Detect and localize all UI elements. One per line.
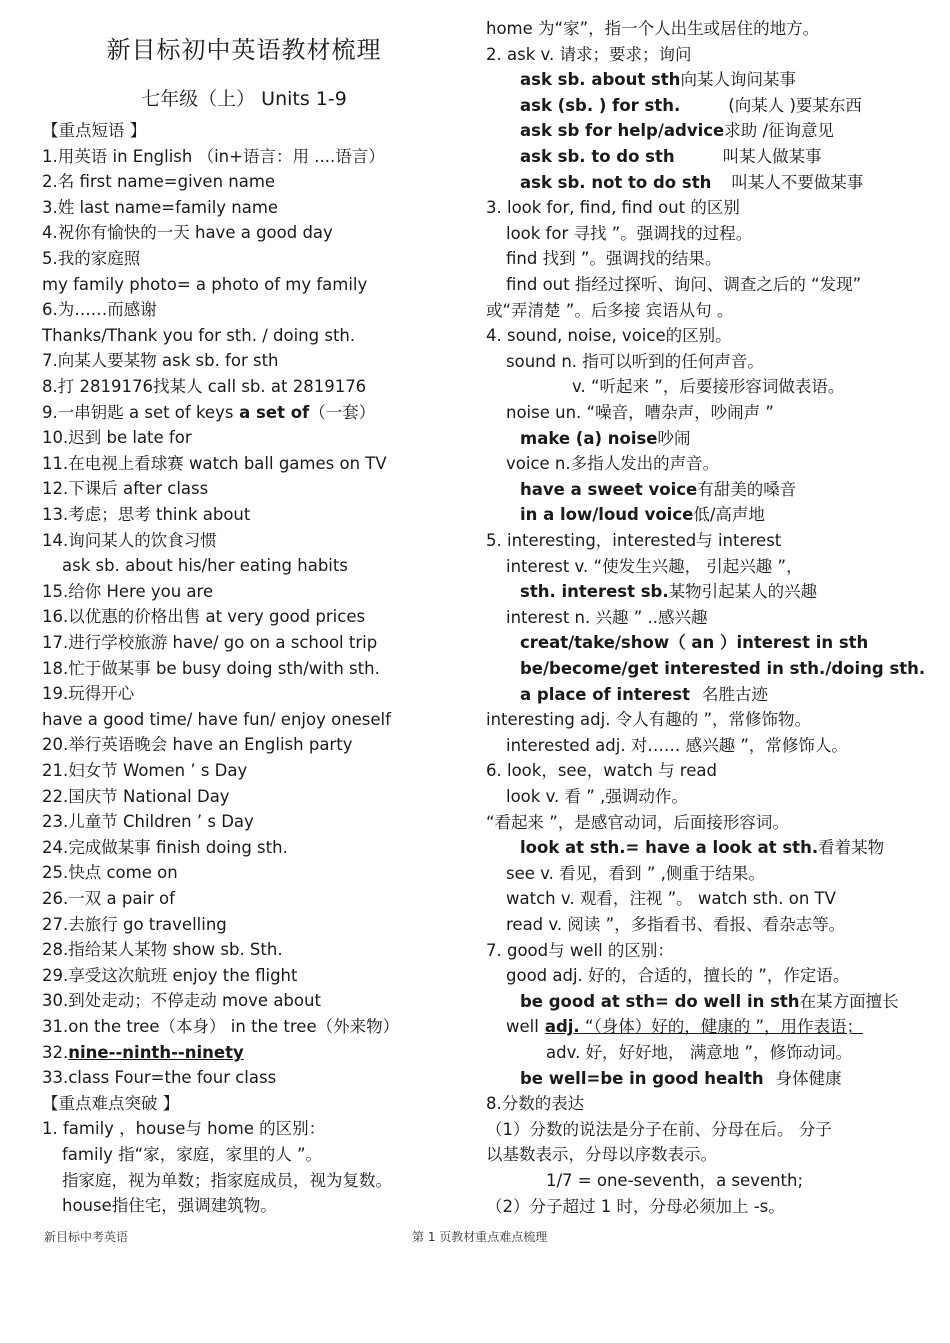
- note: （一套）: [309, 402, 376, 422]
- left-line: have a good time/ have fun/ enjoy oneself: [42, 709, 391, 729]
- right-line: see v. 看见，看到 ” ,侧重于结果。: [506, 863, 765, 883]
- left-line: house指住宅，强调建筑物。: [62, 1196, 277, 1216]
- right-line: 6. look，see，watch 与 read: [486, 761, 717, 781]
- left-line: 5.我的家庭照: [42, 249, 141, 268]
- left-line: 17.进行学校旅游 have/ go on a school trip: [42, 633, 378, 652]
- left-line: 1. family ，house与 home 的区别：: [42, 1119, 326, 1139]
- right-line: be/become/get interested in sth./doing sth.: [520, 659, 926, 678]
- right-line: ask (sb. ) for sth. (向某人 )要某东西: [520, 95, 862, 115]
- left-line: my family photo= a photo of my family: [42, 274, 368, 294]
- footer-center: 第 1 页教材重点难点梳理: [412, 1230, 548, 1244]
- left-line: 指家庭，视为单数；指家庭成员，视为复数。: [62, 1170, 392, 1190]
- right-line: voice n.多指人发出的声音。: [506, 454, 720, 474]
- chinese-gloss: (向某人 )要某东西: [728, 95, 862, 115]
- right-line: 4. sound, noise, voice的区别。: [486, 326, 732, 346]
- chinese-gloss: 向某人询问某事: [680, 70, 796, 90]
- left-line: 16.以优惠的价格出售 at very good prices: [42, 607, 366, 627]
- right-line: be good at sth= do well in sth在某方面擅长: [520, 991, 899, 1011]
- right-line: well adj. “（身体）好的，健康的 ”，用作表语；: [506, 1017, 864, 1037]
- left-line: 8.打 2819176找某人 call sb. at 2819176: [42, 377, 367, 396]
- right-line: be well=be in good health 身体健康: [520, 1068, 842, 1088]
- right-line: good adj. 好的，合适的，擅长的 ”，作定语。: [506, 966, 850, 986]
- left-line: 7.向某人要某物 ask sb. for sth: [42, 351, 279, 371]
- footer-left: 新目标中考英语: [44, 1230, 129, 1244]
- chinese-gloss: 吵闹: [657, 428, 691, 448]
- left-line: 9.一串钥匙 a set of keys a set of（一套）: [42, 402, 376, 422]
- left-line: 30.到处走动；不停走动 move about: [42, 991, 321, 1011]
- chinese-gloss: 叫某人做某事: [722, 147, 822, 166]
- right-line: 8.分数的表达: [486, 1094, 585, 1114]
- left-line: 26.一双 a pair of: [42, 889, 175, 908]
- right-line: 1/7 = one-seventh，a seventh;: [546, 1171, 804, 1190]
- right-line: sth. interest sb.某物引起某人的兴趣: [520, 582, 818, 602]
- left-line: 4.祝你有愉快的一天 have a good day: [42, 223, 333, 243]
- left-line: 11.在电视上看球赛 watch ball games on TV: [42, 453, 387, 473]
- right-line: “看起来 ”，是感官动词，后面接形容词。: [486, 812, 789, 832]
- right-line: 2. ask v. 请求；要求；询问: [486, 44, 692, 64]
- left-line: 20.举行英语晚会 have an English party: [42, 735, 353, 755]
- chinese-gloss: 叫某人不要做某事: [731, 172, 864, 192]
- left-line: 32.nine--ninth--ninety: [42, 1042, 244, 1062]
- right-line: noise un. “噪音，嘈杂声，吵闹声 ”: [506, 403, 774, 422]
- left-line: 10.迟到 be late for: [42, 428, 192, 448]
- right-line: interesting adj. 令人有趣的 ”，常修饰物。: [486, 710, 812, 730]
- right-line: ask sb. not to do sth 叫某人不要做某事: [520, 172, 864, 192]
- left-line: 31.on the tree（本身） in the tree（外来物）: [42, 1017, 400, 1036]
- left-line: 23.儿童节 Children ’ s Day: [42, 812, 254, 832]
- right-line: adv. 好，好好地， 满意地 ”，修饰动词。: [546, 1043, 853, 1062]
- right-line: ask sb. to do sth 叫某人做某事: [520, 147, 822, 166]
- right-line: ask sb for help/advice求助 /征询意见: [520, 121, 835, 141]
- right-line: v. “听起来 ”，后要接形容词做表语。: [572, 377, 845, 397]
- right-line: 或“弄清楚 ”。后多接 宾语从句 。: [486, 300, 734, 320]
- right-line: look v. 看 ” ,强调动作。: [506, 787, 688, 806]
- right-line: interest n. 兴趣 ” ..感兴趣: [506, 607, 708, 627]
- left-line: 33.class Four=the four class: [42, 1068, 277, 1088]
- page-title: 新目标初中英语教材梳理: [106, 36, 382, 64]
- left-line: 【重点短语 】: [42, 121, 147, 140]
- right-line: look for 寻找 ”。强调找的过程。: [506, 223, 753, 243]
- left-line: 2.名 first name=given name: [42, 172, 276, 192]
- right-line: find out 指经过探听、询问、调查之后的 “发现”: [506, 275, 862, 294]
- chinese-gloss: 求助 /征询意见: [724, 121, 835, 141]
- right-line: （1）分数的说法是分子在前、分母在后。 分子: [486, 1119, 832, 1139]
- well-adj-gloss: “（身体）好的，健康的 ”，用作表语；: [579, 1017, 864, 1037]
- number-forms: nine--ninth--ninety: [68, 1042, 244, 1062]
- chinese-gloss: 某物引起某人的兴趣: [668, 582, 818, 602]
- left-line: ask sb. about his/her eating habits: [62, 556, 348, 576]
- left-line: 13.考虑；思考 think about: [42, 505, 251, 524]
- left-line: 19.玩得开心: [42, 684, 135, 704]
- right-line: watch v. 观看，注视 ”。 watch sth. on TV: [506, 889, 836, 909]
- left-line: 15.给你 Here you are: [42, 581, 214, 601]
- well-adj: adj.: [544, 1017, 580, 1037]
- left-line: 24.完成做某事 finish doing sth.: [42, 837, 288, 857]
- left-line: 22.国庆节 National Day: [42, 786, 230, 806]
- left-line: 28.指给某人某物 show sb. Sth.: [42, 940, 283, 960]
- right-line: 3. look for, find, find out 的区别: [486, 198, 740, 218]
- right-line: creat/take/show（ an ）interest in sth: [520, 633, 869, 653]
- right-line: interest v. “使发生兴趣， 引起兴趣 ”，: [506, 556, 803, 576]
- right-line: sound n. 指可以听到的任何声音。: [506, 351, 764, 371]
- left-line: 21.妇女节 Women ’ s Day: [42, 761, 248, 780]
- right-line: a place of interest 名胜古迹: [520, 684, 768, 704]
- left-line: 6.为……而感谢: [42, 300, 157, 320]
- chinese-gloss: 有甜美的嗓音: [697, 479, 797, 499]
- chinese-gloss: 看着某物: [818, 838, 885, 858]
- chinese-gloss: 名胜古迹: [701, 684, 768, 704]
- left-line: 25.快点 come on: [42, 863, 178, 883]
- right-line: （2）分子超过 1 时，分母必须加上 -s。: [486, 1196, 785, 1216]
- right-line: read v. 阅读 ”，多指看书、看报、看杂志等。: [506, 915, 846, 934]
- right-line: look at sth.= have a look at sth.看着某物: [520, 838, 885, 858]
- left-line: Thanks/Thank you for sth. / doing sth.: [42, 325, 356, 345]
- left-line: 12.下课后 after class: [42, 479, 209, 499]
- left-line: 14.询问某人的饮食习惯: [42, 530, 217, 550]
- chinese-gloss: 在某方面擅长: [799, 991, 899, 1011]
- page-subtitle: 七年级（上） Units 1-9: [141, 88, 347, 110]
- right-line: have a sweet voice有甜美的嗓音: [520, 479, 797, 499]
- right-line: in a low/loud voice低/高声地: [520, 505, 765, 525]
- left-line: 1.用英语 in English （in+语言：用 ....语言）: [42, 146, 385, 166]
- right-line: ask sb. about sth向某人询问某事: [520, 70, 796, 90]
- bold-phrase: a set of: [233, 402, 310, 422]
- right-line: 以基数表示，分母以序数表示。: [486, 1145, 717, 1165]
- left-line: 【重点难点突破 】: [42, 1093, 180, 1113]
- left-line: 29.享受这次航班 enjoy the flight: [42, 965, 298, 985]
- right-line: find 找到 ”。强调找的结果。: [506, 249, 722, 269]
- left-line: 27.去旅行 go travelling: [42, 914, 227, 934]
- right-line: 7. good与 well 的区别：: [486, 940, 674, 960]
- chinese-gloss: 身体健康: [775, 1068, 842, 1088]
- right-line: interested adj. 对…… 感兴趣 ”，常修饰人。: [506, 735, 848, 755]
- right-line: home 为“家”，指一个人出生或居住的地方。: [486, 19, 820, 38]
- left-line: family 指“家，家庭，家里的人 ”。: [62, 1145, 323, 1164]
- right-line: make (a) noise吵闹: [520, 428, 691, 448]
- right-line: 5. interesting，interested与 interest: [486, 531, 782, 550]
- chinese-gloss: 低/高声地: [693, 505, 765, 525]
- left-line: 18.忙于做某事 be busy doing sth/with sth.: [42, 658, 380, 678]
- left-line: 3.姓 last name=family name: [42, 197, 279, 217]
